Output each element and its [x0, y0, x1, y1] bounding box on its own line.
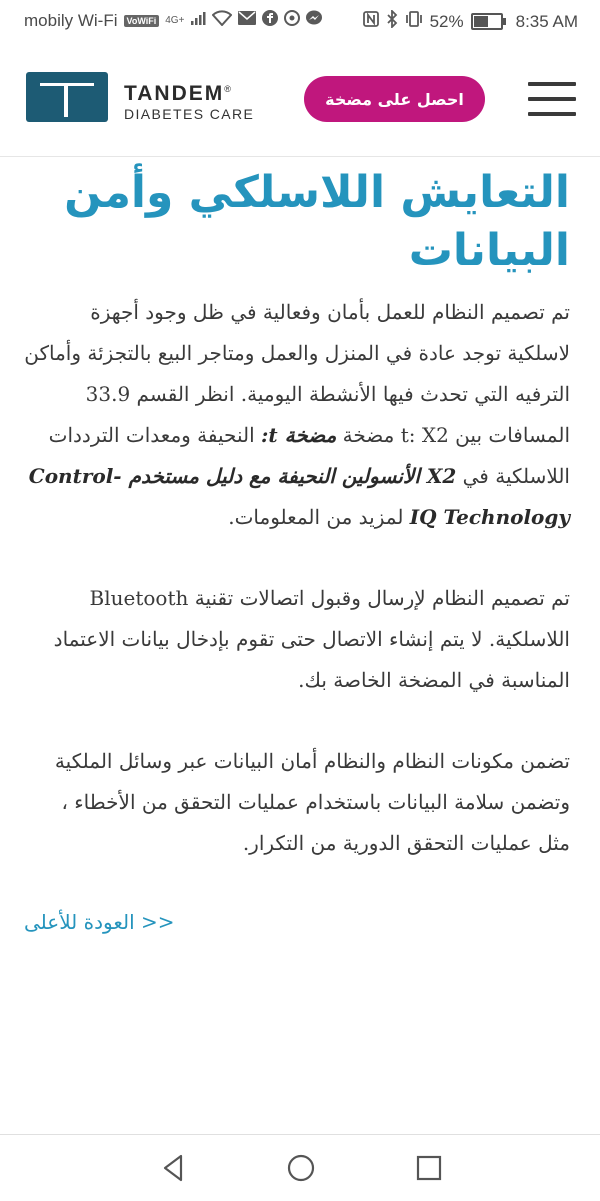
back-to-top-link[interactable]: << العودة للأعلى — [24, 910, 175, 934]
status-bar — [0, 0, 600, 40]
facebook-icon — [262, 10, 278, 31]
email-icon — [238, 11, 256, 30]
battery-fill — [474, 16, 489, 27]
paragraph-1-text-b: النحيفة ومعدات الترددات اللاسلكية في — [48, 423, 570, 488]
wifi-icon — [212, 10, 232, 31]
get-pump-button[interactable]: احصل على مضخة — [304, 76, 485, 122]
registered-mark: ® — [224, 84, 233, 94]
paragraph-1-emph-a: مضخة t: — [261, 423, 337, 447]
brand-subtitle: DIABETES CARE — [124, 106, 255, 122]
paragraph-bluetooth: تم تصميم النظام لإرسال وقبول اتصالات تقنية Bluetooth اللاسلكية. لا يتم إنشاء الاتصال حتى تقوم بإدخال بيانات الاعتماد المناسبة في المضخة الخاصة بك. — [53, 586, 570, 692]
page-title: التعايش اللاسلكي وأمن البيانات — [64, 167, 570, 276]
paragraph-1-text-c: لمزيد من المعلومات. — [228, 505, 410, 529]
brand-wordmark[interactable] — [124, 78, 254, 123]
brand-name — [124, 78, 254, 105]
tandem-logo-icon[interactable] — [26, 72, 108, 122]
brand-name-text: TANDEM — [124, 82, 225, 105]
system-nav-bar — [0, 1134, 600, 1201]
vowifi-badge: VoWiFi — [124, 15, 160, 27]
paragraph-1-emph-b: X2 الأنسولين النحيفة مع دليل مستخدم Control-IQ Technology — [28, 464, 570, 529]
nfc-icon — [363, 11, 379, 32]
status-bar-right — [363, 10, 578, 33]
network-type: 4G+ — [165, 14, 185, 26]
battery-icon — [471, 13, 503, 30]
clock: 8:35 AM — [515, 11, 578, 31]
bluetooth-icon — [386, 10, 398, 33]
messenger-icon — [306, 10, 322, 31]
article-content — [24, 160, 570, 936]
signal-icon — [190, 10, 206, 31]
menu-line — [528, 82, 576, 86]
paragraph-coexistence — [24, 292, 570, 538]
site-header — [0, 40, 600, 157]
logo-t-stem — [64, 83, 68, 117]
menu-line — [528, 97, 576, 101]
recent-apps-icon[interactable] — [412, 1151, 446, 1185]
whatsapp-icon — [284, 10, 300, 31]
menu-line — [528, 112, 576, 116]
hamburger-menu-icon[interactable] — [528, 82, 576, 116]
paragraph-data-security: تضمن مكونات النظام والنظام أمان البيانات عبر وسائل الملكية وتضمن سلامة البيانات باستخدام عمليات التحقق من الأخطاء ، مثل عمليات التحقق الدورية من التكرار. — [54, 749, 570, 855]
back-icon[interactable] — [157, 1151, 191, 1185]
status-bar-left — [24, 10, 322, 31]
carrier-label: mobily Wi-Fi — [24, 10, 118, 30]
paragraph-1-text-a: تم تصميم النظام للعمل بأمان وفعالية في ظل وجود أجهزة لاسلكية توجد عادة في المنزل والعمل ومتاجر البيع بالتجزئة وأماكن الترفيه التي تحدث فيها الأنشطة اليومية. انظر القسم 33.9 المسافات بين t: X2 مضخة — [24, 300, 570, 447]
battery-percent: 52% — [429, 11, 464, 31]
home-icon[interactable] — [284, 1151, 318, 1185]
vibrate-icon — [405, 11, 423, 32]
